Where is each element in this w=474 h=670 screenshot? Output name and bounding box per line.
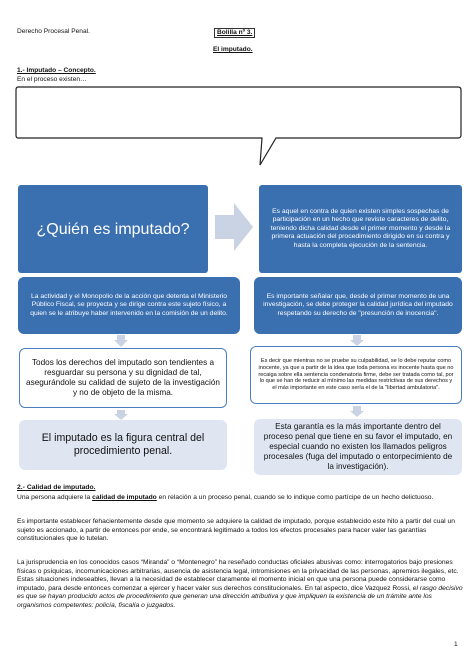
paragraph-3: [17, 559, 463, 611]
arrow-down-icon: [114, 335, 128, 347]
paragraph-3-quote: el rasgo decisivo es que se hayan producido actos de procedimiento que generan una dirección atributiva y que impliquen la existencia de un trámite ante los organismos competentes: policía, fiscalía o juzgados.: [17, 584, 463, 609]
course-title: Derecho Procesal Penal.: [17, 28, 90, 35]
paragraph-1-start: Una persona adquiere la: [17, 494, 93, 501]
paragraph-1: [17, 494, 463, 503]
arrow-down-icon: [350, 406, 364, 417]
arrow-down-icon: [350, 335, 364, 346]
paragraph-2: Es importante establecer fehacientemente desde que momento se adquiere la calidad de imputado, porque establecido este hito a partir del cual un sujeto es accionado, a partir de entonces por ende, se encontrará legitimado a todos los efectos procesales para hacer valer las garantías constitucionales que lo tutelan.: [17, 518, 455, 543]
arrow-down-icon: [114, 410, 128, 420]
important-box: [254, 277, 462, 334]
paragraph-3-start: La jurisprudencia en los conocidos casos “Miranda” o “Montenegro” ha reseñado conductas oficiales abusivas como: interrogatorios bajo presiones físicas o psíquicas, incomunicaciones arbitrarias, ausencia de asistencia legal, intromisiones en la privacidad de las personas, apremios ilegales, etc. Estas situaciones indeseables, llevan a la necesidad de establecer claramente el momento inicial en que una persona puede considerarse como imputado, para desde entonces comenzar a ejercer y hacer valer sus derechos constitucionales. En tal aspecto, dice Vazquez Rossi,: [17, 559, 459, 592]
arrow-right-icon: [212, 200, 256, 254]
keyword-calidad-de-imputado: calidad de imputado: [92, 494, 157, 501]
definition-box: [259, 185, 462, 273]
activity-text: La actividad y el Monopolio de la acción que detenta el Ministerio Público Fiscal, se proyecta y se dirige contra este sujeto físico, a quien se le atribuye haber intervenido en la comisión de un delito.: [30, 292, 228, 317]
paragraph-1-end: en relación a un proceso penal, cuando se lo indique como partícipe de un hecho delictuoso.: [156, 494, 434, 501]
speech-bubble: [14, 85, 464, 169]
page-number: 1: [454, 641, 458, 648]
definition-text: Es aquel en contra de quien existen simples sospechas de participación en un hecho que reviste caracteres de delito, teniendo dicha calidad desde el primer momento y desde la primera actuación del procedimiento dirigido en su contra y hasta la completa ejecución de la sentencia.: [270, 207, 451, 249]
rights-text: Todos los derechos del imputado son tendientes a resguardar su persona y su dignidad de tal, asegurándole su calidad de sujeto de la investigación y no de objeto de la misma.: [26, 357, 220, 398]
guarantee-text: Esta garantía es la más importante dentro del proceso penal que tiene en su favor el imputado, en especial cuando no existen los llamados peligros procesales (fuga del imputado o entorpecimiento de la investigación).: [263, 422, 453, 471]
rights-box: [19, 348, 227, 408]
section2-heading: 2.- Calidad de imputado.: [17, 484, 96, 491]
section1-heading: 1.- Imputado – Concepto.: [17, 67, 96, 74]
activity-box: [18, 277, 240, 334]
meaning-text: Es decir que mientras no se pruebe su culpabilidad, se lo debe reputar como inocente, ya que a partir de la idea que toda persona es inocente hasta que no recaiga sobre ella sentencia condenatoria firme, debe ser tratada como tal, por lo que se han de reducir al mínimo las medidas restrictivas de sus derechos y el más importante en este caso sería el de la "libertad ambulatoria".: [258, 358, 454, 392]
guarantee-box: [254, 419, 462, 475]
central-figure-box: [19, 420, 227, 470]
question-text: ¿Quién es imputado?: [36, 220, 190, 238]
page-title: El imputado.: [213, 46, 253, 53]
question-box: [18, 185, 208, 273]
important-text: Es importante señalar que, desde el primer momento de una investigación, se debe proteger la calidad jurídica del imputado respetando su derecho de "presunción de inocencia".: [263, 292, 453, 317]
central-figure-text: El imputado es la figura central del procedimiento penal.: [41, 432, 205, 457]
meaning-box: [250, 346, 462, 404]
unit-label: Bolilla nº 3.: [214, 28, 255, 38]
section1-lead: En el proceso existen…: [17, 76, 87, 83]
